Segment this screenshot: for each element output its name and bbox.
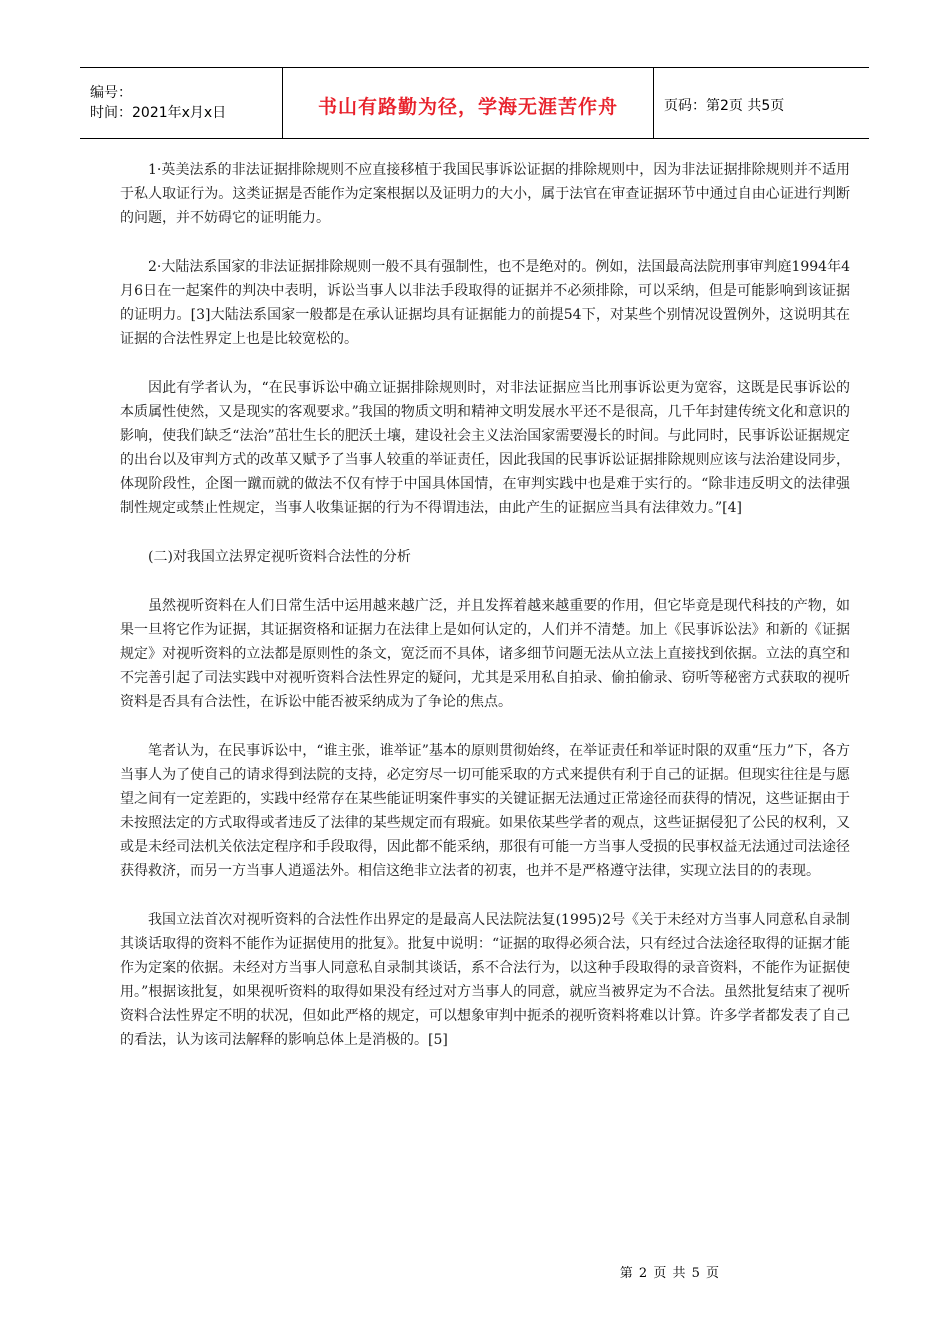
header-meta-cell xyxy=(80,68,283,138)
document-body xyxy=(120,158,850,1077)
paragraph-3: 因此有学者认为，“在民事诉讼中确立证据排除规则时，对非法证据应当比刑事诉讼更为宽容，这既是民事诉讼的本质属性使然，又是现实的客观要求。”我国的物质文明和精神文明发展水平还不是很高，几千年封建传统文化和意识的影响，使我们缺乏“法治”茁壮生长的肥沃土壤，建设社会主义法治国家需要漫长的时间。与此同时，民事诉讼证据规定的出台以及审判方式的改革又赋予了当事人较重的举证责任，因此我国的民事诉讼证据排除规则应该与法治建设同步，体现阶段性，企图一蹴而就的做法不仅有悖于中国具体国情，在审判实践中也是难于实行的。“除非违反明文的法律强制性规定或禁止性规定，当事人收集证据的行为不得谓违法，由此产生的证据应当具有法律效力。”[4] xyxy=(120,380,850,516)
header-page-info: 页码：第2页 共5页 xyxy=(664,98,785,114)
document-date: 时间：2021年x月x日 xyxy=(90,105,227,121)
document-number-label: 编号： xyxy=(90,85,132,101)
section-heading: (二)对我国立法界定视听资料合法性的分析 xyxy=(148,549,411,565)
page-footer: 第 2 页 共 5 页 xyxy=(619,1266,720,1281)
paragraph-1: 1·英美法系的非法证据排除规则不应直接移植于我国民事诉讼证据的排除规则中，因为非法证据排除规则并不适用于私人取证行为。这类证据是否能作为定案根据以及证明力的大小，属于法官在审查证据环节中通过自由心证进行判断的问题，并不妨碍它的证明能力。 xyxy=(120,162,850,226)
document-header xyxy=(80,67,869,139)
paragraph-5: 笔者认为，在民事诉讼中，“谁主张，谁举证”基本的原则贯彻始终，在举证责任和举证时限的双重“压力”下，各方当事人为了使自己的请求得到法院的支持，必定穷尽一切可能采取的方式来提供有利于自己的证据。但现实往往是与愿望之间有一定差距的，实践中经常存在某些能证明案件事实的关键证据无法通过正常途径而获得的情况，这些证据由于未按照法定的方式取得或者违反了法律的某些规定而有瑕疵。如果依某些学者的观点，这些证据侵犯了公民的权利，又或是未经司法机关依法定程序和手段取得，因此都不能采纳，那很有可能一方当事人受损的民事权益无法通过司法途径获得救济，而另一方当事人逍遥法外。相信这绝非立法者的初衷，也并不是严格遵守法律，实现立法目的的表现。 xyxy=(120,743,850,879)
paragraph-4: 虽然视听资料在人们日常生活中运用越来越广泛，并且发挥着越来越重要的作用，但它毕竟是现代科技的产物，如果一旦将它作为证据，其证据资格和证据力在法律上是如何认定的，人们并不清楚。加上《民事诉讼法》和新的《证据规定》对视听资料的立法都是原则性的条文，宽泛而不具体，诸多细节问题无法从立法上直接找到依据。立法的真空和不完善引起了司法实践中对视听资料合法性界定的疑问，尤其是采用私自拍录、偷拍偷录、窃听等秘密方式获取的视听资料是否具有合法性，在诉讼中能否被采纳成为了争论的焦点。 xyxy=(120,598,850,710)
paragraph-2: 2·大陆法系国家的非法证据排除规则一般不具有强制性，也不是绝对的。例如，法国最高法院刑事审判庭1994年4月6日在一起案件的判决中表明，诉讼当事人以非法手段取得的证据并不必须排除，可以采纳，但是可能影响到该证据的证明力。[3]大陆法系国家一般都是在承认证据均具有证据能力的前提54下，对某些个别情况设置例外，这说明其在证据的合法性界定上也是比较宽松的。 xyxy=(120,259,850,347)
header-motto: 书山有路勤为径，学海无涯苦作舟 xyxy=(283,68,654,138)
paragraph-6: 我国立法首次对视听资料的合法性作出界定的是最高人民法院法复(1995)2号《关于未经对方当事人同意私自录制其谈话取得的资料不能作为证据使用的批复》。批复中说明：“证据的取得必须合法，只有经过合法途径取得的证据才能作为定案的依据。未经对方当事人同意私自录制其谈话，系不合法行为，以这种手段取得的录音资料，不能作为证据使用。”根据该批复，如果视听资料的取得如果没有经过对方当事人的同意，就应当被界定为不合法。虽然批复结束了视听资料合法性界定不明的状况，但如此严格的规定，可以想象审判中扼杀的视听资料将难以计算。许多学者都发表了自己的看法，认为该司法解释的影响总体上是消极的。[5] xyxy=(120,912,850,1048)
